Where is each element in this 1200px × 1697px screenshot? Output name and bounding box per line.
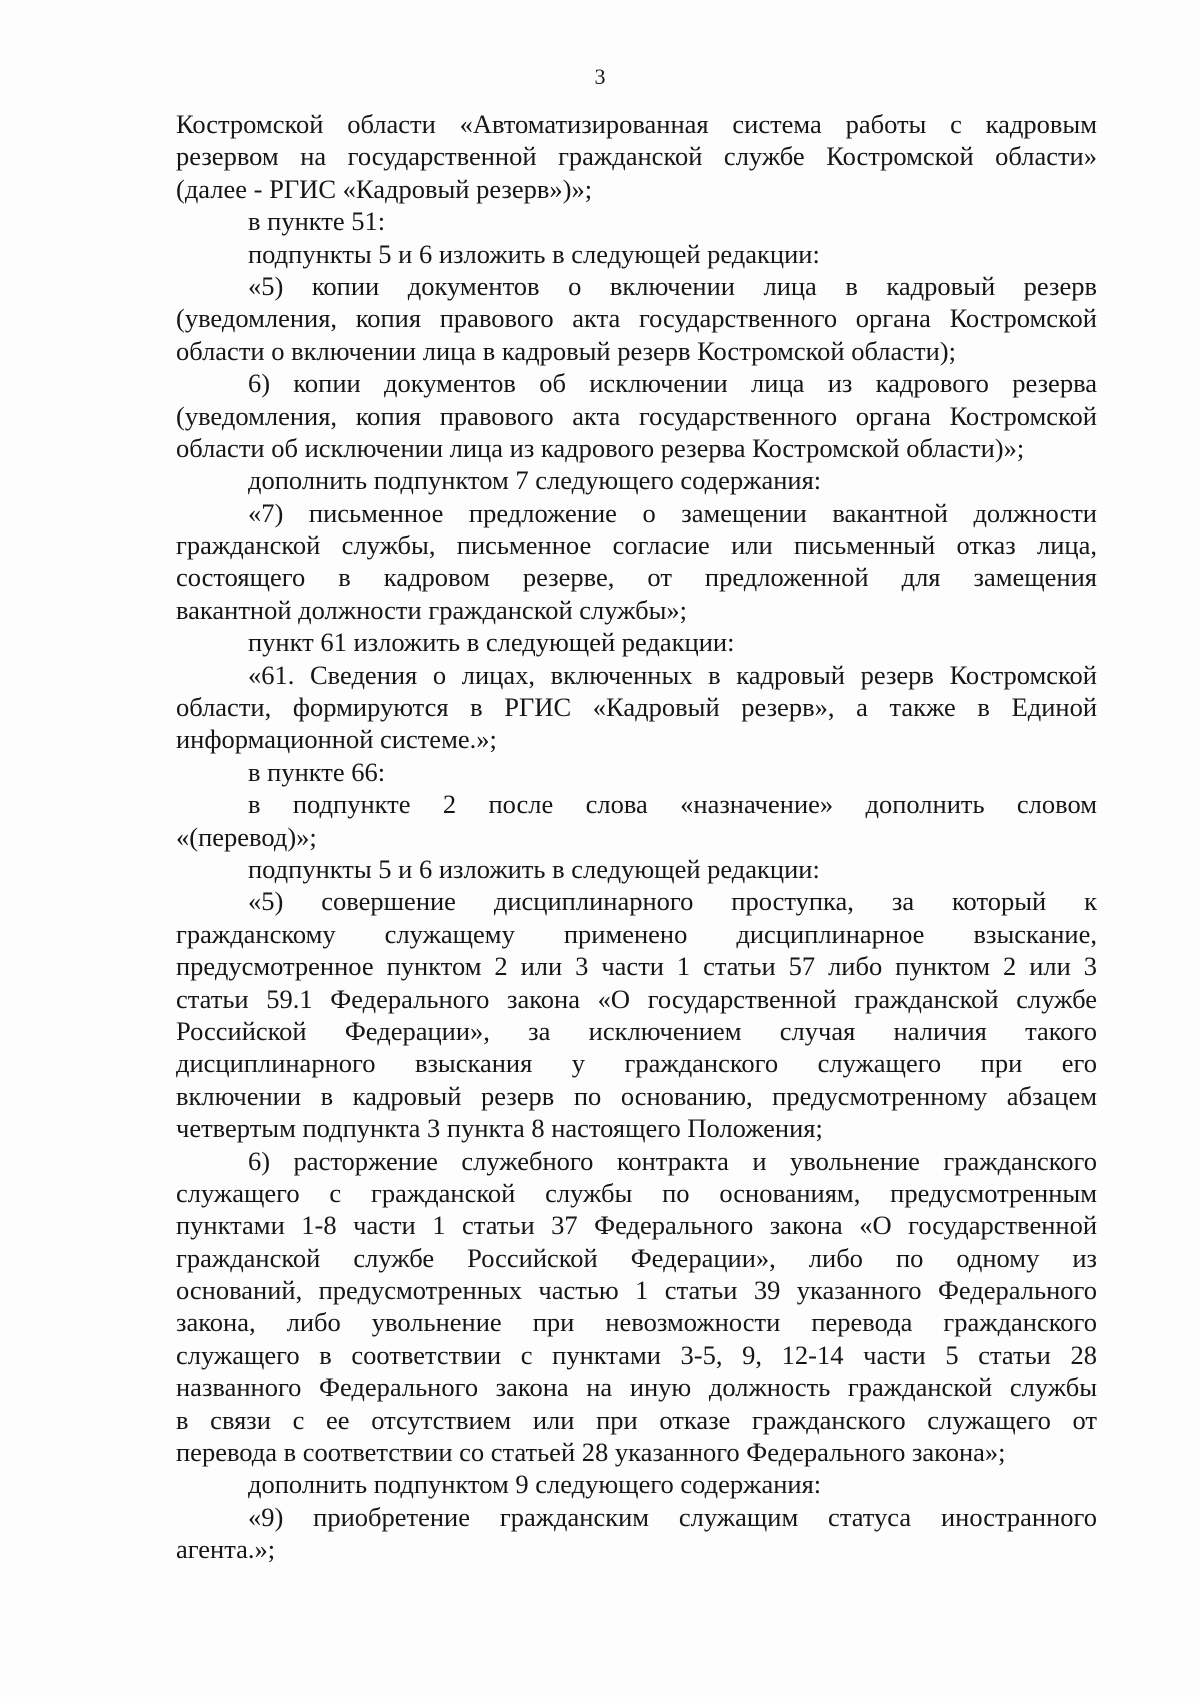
text-line: предусмотренное пунктом 2 или 3 части 1 статьи 57 либо пунктом 2 или 3 xyxy=(176,951,1097,982)
text-line: агента.»; xyxy=(176,1534,276,1565)
text-line: гражданской службе Российской Федерации», либо по одному из xyxy=(176,1242,1097,1273)
text-line: «(перевод)»; xyxy=(176,821,317,852)
text-line: Российской Федерации», за исключением случая наличия такого xyxy=(176,1015,1097,1046)
text-line: «5) копии документов о включении лица в кадровый резерв xyxy=(248,270,1097,301)
text-line: 6) копии документов об исключении лица из кадрового резерва xyxy=(248,368,1097,399)
text-line: «5) совершение дисциплинарного проступка, за который к xyxy=(248,886,1097,917)
text-line: закона, либо увольнение при невозможности перевода гражданского xyxy=(176,1307,1097,1338)
text-line: включении в кадровый резерв по основанию, предусмотренному абзацем xyxy=(176,1080,1097,1111)
text-line: в связи с ее отсутствием или при отказе гражданского служащего от xyxy=(176,1404,1097,1435)
page-number: 3 xyxy=(594,64,606,89)
text-line: четвертым подпункта 3 пункта 8 настоящего Положения; xyxy=(176,1113,823,1144)
text-line: статьи 59.1 Федерального закона «О государственной гражданской службе xyxy=(176,983,1097,1014)
text-line: в пункте 51: xyxy=(248,206,386,237)
text-line: области об исключении лица из кадрового резерва Костромской области)»; xyxy=(176,432,1025,463)
text-line: дисциплинарного взыскания у гражданского служащего при его xyxy=(176,1048,1097,1079)
text-line: (уведомления, копия правового акта государственного органа Костромской xyxy=(176,303,1097,334)
text-line: информационной системе.»; xyxy=(176,724,497,755)
text-line: перевода в соответствии со статьей 28 указанного Федерального закона»; xyxy=(176,1437,1006,1468)
text-line: пунктами 1-8 части 1 статьи 37 Федерального закона «О государственной xyxy=(176,1210,1097,1241)
text-line: «61. Сведения о лицах, включенных в кадровый резерв Костромской xyxy=(248,659,1097,690)
text-line: области, формируются в РГИС «Кадровый резерв», а также в Единой xyxy=(176,692,1097,723)
text-line: дополнить подпунктом 7 следующего содержания: xyxy=(248,465,822,496)
text-line: гражданскому служащему применено дисциплинарное взыскание, xyxy=(176,918,1097,949)
text-line: резервом на государственной гражданской службе Костромской области» xyxy=(176,141,1097,172)
text-line: гражданской службы, письменное согласие или письменный отказ лица, xyxy=(176,530,1097,561)
text-line: служащего с гражданской службы по основаниям, предусмотренным xyxy=(176,1177,1097,1208)
text-line: служащего в соответствии с пунктами 3-5, 9, 12-14 части 5 статьи 28 xyxy=(176,1339,1097,1370)
text-line: области о включении лица в кадровый резерв Костромской области); xyxy=(176,335,956,366)
text-line: состоящего в кадровом резерве, от предложенной для замещения xyxy=(176,562,1097,593)
text-line: пункт 61 изложить в следующей редакции: xyxy=(248,627,735,658)
text-line: вакантной должности гражданской службы»; xyxy=(176,594,688,625)
text-line: названного Федерального закона на иную должность гражданской службы xyxy=(176,1372,1097,1403)
text-line: подпункты 5 и 6 изложить в следующей редакции: xyxy=(248,853,820,884)
text-line: подпункты 5 и 6 изложить в следующей редакции: xyxy=(248,238,820,269)
text-line: оснований, предусмотренных частью 1 статьи 39 указанного Федерального xyxy=(176,1275,1097,1306)
text-line: «7) письменное предложение о замещении вакантной должности xyxy=(248,497,1097,528)
text-line: в подпункте 2 после слова «назначение» дополнить словом xyxy=(248,789,1097,820)
text-line: 6) расторжение служебного контракта и увольнение гражданского xyxy=(248,1145,1097,1176)
text-line: (далее - РГИС «Кадровый резерв»)»; xyxy=(176,173,593,204)
text-line: дополнить подпунктом 9 следующего содержания: xyxy=(248,1469,822,1500)
document-body xyxy=(176,108,1097,1566)
text-line: Костромской области «Автоматизированная система работы с кадровым xyxy=(176,109,1097,139)
text-line: «9) приобретение гражданским служащим статуса иностранного xyxy=(248,1501,1097,1532)
text-line: в пункте 66: xyxy=(248,756,386,787)
text-line: (уведомления, копия правового акта государственного органа Костромской xyxy=(176,400,1097,431)
